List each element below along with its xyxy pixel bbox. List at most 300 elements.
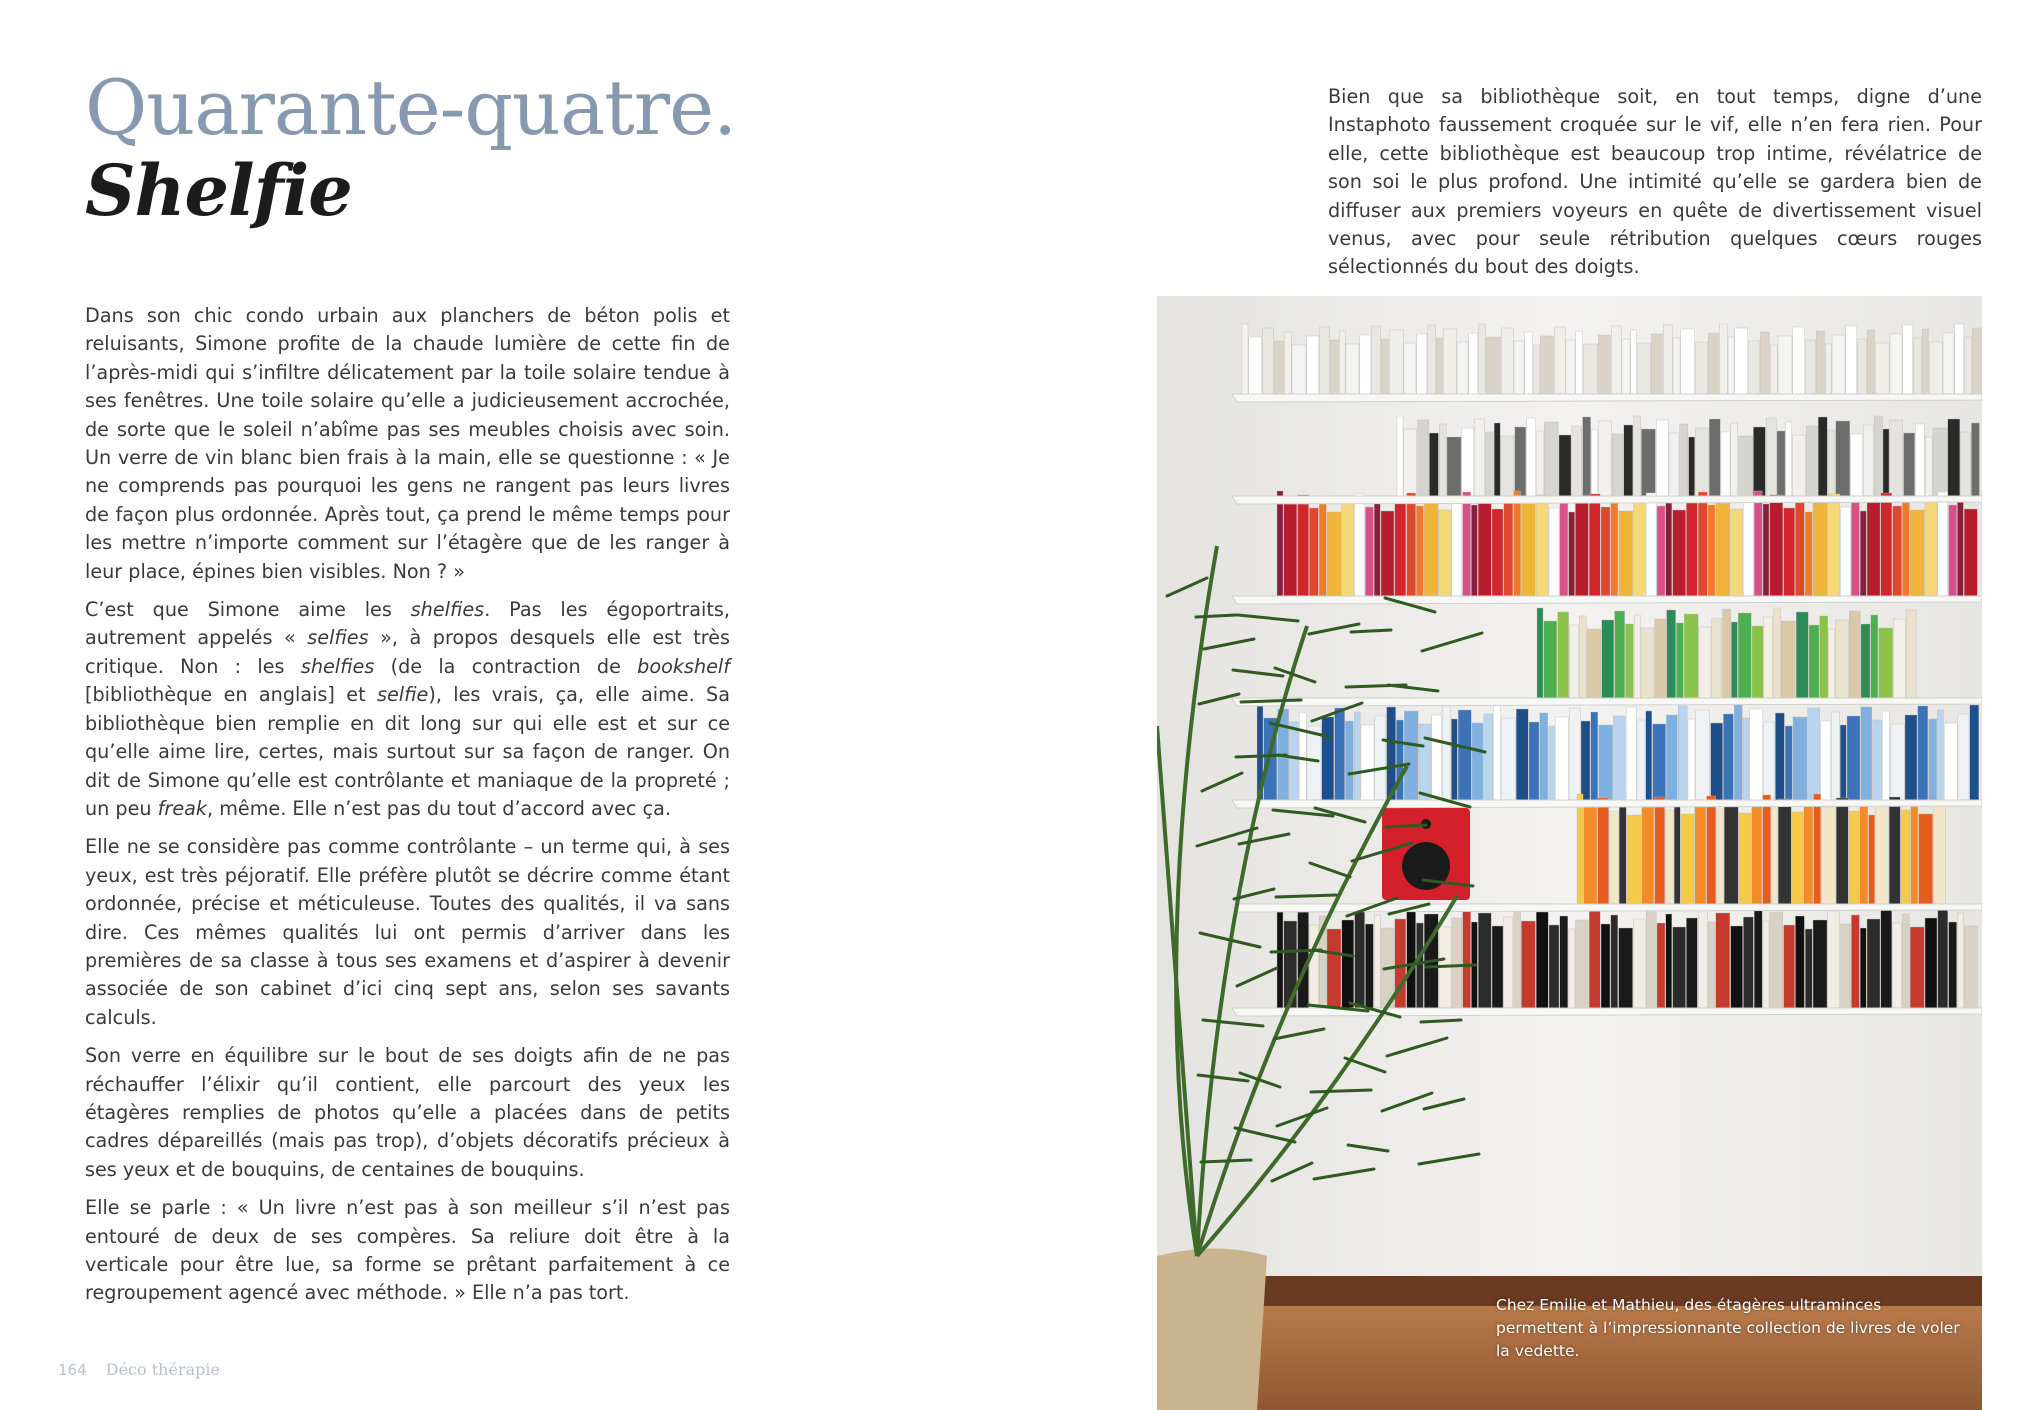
book-spine — [1591, 430, 1597, 496]
book-spine — [1673, 927, 1686, 1008]
book-spine — [1949, 505, 1957, 596]
book-spine — [1360, 335, 1371, 394]
book-spine — [1274, 341, 1283, 394]
book-spine — [1583, 417, 1591, 496]
book-spine — [1339, 331, 1345, 394]
book-spine — [1549, 726, 1555, 800]
body-paragraph — [85, 833, 730, 1032]
book-spine — [1404, 343, 1416, 394]
book-spine — [1869, 815, 1875, 904]
book-spine — [1633, 919, 1645, 1008]
book-spine — [1501, 718, 1515, 800]
book-spine — [1918, 706, 1928, 800]
book-spine — [1284, 332, 1291, 394]
book-spine — [1904, 433, 1915, 496]
book-spine — [1711, 723, 1723, 800]
book-spine — [1462, 428, 1474, 496]
book-spine — [1642, 806, 1654, 904]
book-spine — [1656, 420, 1668, 496]
book-spine — [1911, 801, 1918, 904]
book-spine — [1902, 914, 1909, 1008]
book-spine — [1867, 919, 1880, 1008]
book-spine — [1806, 426, 1817, 496]
book-spine — [1796, 612, 1808, 698]
book-spine — [1688, 719, 1695, 800]
book-spine — [1972, 328, 1982, 394]
book-spine — [1929, 719, 1937, 800]
book-spine — [1738, 613, 1751, 698]
book-spine — [1584, 344, 1598, 394]
book-spine — [1673, 338, 1680, 394]
book-spine — [1847, 716, 1860, 800]
book-spine — [1674, 801, 1680, 904]
book-spine — [1249, 337, 1262, 394]
book-spine — [1277, 908, 1283, 1008]
book-spine — [1881, 493, 1892, 596]
book-spine — [1925, 918, 1937, 1008]
chapter-number: Quarante-quatre. — [85, 63, 737, 152]
book-spine — [1867, 502, 1880, 596]
book-spine — [1948, 419, 1960, 496]
book-spine — [1919, 814, 1933, 904]
book-spine — [1719, 324, 1727, 394]
text-run: ), les vrais, ça, elle aime. Sa bibliothèque bien remplie en dit long sur qui elle est et sur ce qu’elle aime lire, certes, mais surtout sur sa façon de ranger. On dit de Simone qu’elle est contrôlante et maniaque de la propreté ; un peu — [85, 683, 730, 820]
book-spine — [1681, 814, 1694, 904]
book-spine — [1721, 432, 1730, 496]
book-spine — [1292, 345, 1306, 394]
book-spine — [1389, 330, 1403, 394]
book-spine — [1307, 726, 1321, 800]
text-run: (de la contraction de — [374, 654, 638, 678]
palm-leaflet — [1236, 755, 1286, 757]
italic-term: shelfies — [300, 654, 375, 678]
book-spine — [1938, 909, 1948, 1008]
book-spine — [1589, 494, 1600, 596]
book-spine — [1867, 330, 1874, 394]
palm-leaflet — [1276, 895, 1336, 897]
italic-term: selfie — [376, 683, 429, 707]
book-spine — [1970, 705, 1979, 800]
book-spine — [1404, 429, 1417, 496]
book-spine — [1861, 624, 1870, 698]
book-spine — [1342, 920, 1354, 1008]
book-spine — [1655, 619, 1666, 698]
book-spine — [1708, 333, 1718, 394]
text-run: C’est que Simone aime les — [85, 598, 411, 622]
book-spine — [1903, 325, 1913, 394]
book-spine — [1937, 710, 1943, 800]
book-spine — [1646, 910, 1656, 1008]
book-spine — [1785, 726, 1792, 800]
book-spine — [1933, 805, 1945, 904]
shelf — [1232, 394, 1982, 402]
photo-caption: Chez Emilie et Mathieu, des étagères ultraminces permettent à l’impressionnante collection de livres de voler la vedette. — [1496, 1296, 1960, 1360]
book-spine — [1424, 497, 1438, 596]
body-text — [85, 302, 730, 1318]
book-spine — [1598, 798, 1609, 904]
book-spine — [1625, 624, 1633, 698]
book-spine — [1458, 710, 1471, 800]
book-spine — [1781, 621, 1795, 698]
book-spine — [1770, 345, 1777, 394]
book-spine — [1753, 427, 1765, 496]
book-spine — [1612, 434, 1623, 496]
book-spine — [1809, 625, 1819, 698]
book-spine — [1492, 926, 1503, 1008]
book-spine — [1439, 510, 1451, 596]
book-spine — [1345, 721, 1353, 800]
book-spine — [1346, 344, 1359, 394]
book-spine — [1861, 707, 1872, 800]
book-spine — [1750, 709, 1763, 800]
book-spine — [1831, 712, 1839, 800]
book-spine — [1663, 325, 1672, 394]
book-spine — [1716, 913, 1730, 1008]
book-spine — [1577, 794, 1583, 904]
book-spine — [1549, 508, 1559, 596]
text-run: , même. Elle n’est pas du tout d’accord avec ça. — [207, 796, 671, 820]
book-spine — [1319, 499, 1326, 596]
book-spine — [1653, 724, 1666, 800]
book-spine — [1906, 610, 1916, 698]
book-spine — [1626, 707, 1636, 800]
book-spine — [1964, 509, 1977, 596]
book-spine — [1684, 614, 1698, 698]
book-spine — [1554, 327, 1565, 394]
book-spine — [1619, 802, 1626, 904]
book-spine — [1611, 326, 1621, 394]
book-spine — [1749, 341, 1760, 394]
book-spine — [1890, 334, 1902, 394]
book-spine — [1686, 918, 1697, 1008]
book-spine — [1818, 417, 1827, 496]
palm-leaflet — [1346, 685, 1406, 687]
book-spine — [1707, 796, 1716, 904]
book-spine — [1841, 924, 1851, 1008]
book-spine — [1452, 918, 1462, 1008]
book-spine — [1374, 915, 1380, 1008]
book-spine — [1627, 815, 1641, 904]
book-spine — [1589, 911, 1600, 1008]
text-run: Elle se parle : « Un livre n’est pas à son meilleur s’il n’est pas entouré de deux de ses compères. Sa reliure doit être à la verticale pour être lue, sa forme se prêtant parfaitement à ce regroupement agencé avec méthode. » Elle n’a pas tort. — [85, 1196, 730, 1305]
book-spine — [1774, 608, 1781, 698]
chapter-name: Shelfie — [85, 149, 352, 232]
book-spine — [1825, 344, 1831, 394]
book-spine — [1763, 504, 1769, 596]
book-spine — [1806, 340, 1816, 394]
book-spine — [1828, 911, 1840, 1008]
shelf — [1232, 800, 1982, 808]
plant-pot — [1157, 1249, 1267, 1410]
book-spine — [1622, 339, 1630, 394]
bookshelf-photo — [1157, 296, 1982, 1410]
book-spine — [1327, 512, 1341, 596]
book-spine — [1634, 416, 1641, 496]
shelf — [1232, 904, 1982, 912]
book-spine — [1665, 810, 1673, 904]
book-spine — [1778, 336, 1792, 394]
book-spine — [1786, 422, 1792, 496]
body-paragraph — [85, 596, 730, 823]
italic-term: shelfies — [410, 598, 485, 622]
book-spine — [1957, 496, 1963, 596]
book-spine — [1889, 797, 1900, 904]
book-spine — [1743, 500, 1753, 596]
book-spine — [1914, 338, 1922, 394]
book-spine — [1901, 810, 1910, 904]
book-spine — [1743, 917, 1753, 1008]
book-spine — [1804, 803, 1813, 904]
body-paragraph — [85, 302, 730, 586]
book-spine — [1965, 337, 1972, 394]
running-title: Déco thérapie — [105, 1360, 220, 1379]
text-run: Elle ne se considère pas comme contrôlante – un terme qui, à ses yeux, est très péjoratif. Elle préfère plutôt se décrire comme étant ordonnée, précise et méticuleuse. Toutes des qualités, il va sans dire. Ces mêmes qualités lui ont permis d’arriver dans les premières de sa classe à tous ses examens et d’aspirer à devenir associée de son cabinet d’ici cinq sept ans, selon ses savants calculs. — [85, 835, 730, 1029]
book-spine — [1330, 340, 1338, 394]
text-run: Son verre en équilibre sur le bout de ses doigts afin de ne pas réchauffer l’élixir qu’il contient, elle parcourt des yeux les étagères remplies de photos qu’elle a placées dans de petits cadres dépareillés (mais pas trop), d’objets décoratifs précieux à ses yeux et de bouquins, de centaines de bouquins. — [85, 1044, 730, 1181]
book-spine — [1680, 424, 1688, 496]
book-spine — [1566, 340, 1575, 394]
book-spine — [1938, 492, 1948, 596]
book-spine — [1472, 723, 1483, 800]
book-spine — [1846, 326, 1857, 394]
book-spine — [1536, 912, 1548, 1008]
book-spine — [1375, 716, 1386, 800]
book-spine — [1633, 502, 1645, 596]
book-spine — [1893, 619, 1905, 698]
book-spine — [1840, 725, 1846, 800]
book-spine — [1544, 422, 1558, 496]
book-spine — [1655, 797, 1665, 904]
book-spine — [1407, 910, 1416, 1008]
book-spine — [1949, 922, 1957, 1008]
book-spine — [1619, 511, 1633, 596]
book-spine — [1666, 914, 1672, 1008]
body-paragraph — [85, 1194, 730, 1308]
book-spine — [1396, 720, 1403, 800]
book-spine — [1731, 622, 1737, 698]
book-spine — [1631, 330, 1637, 394]
book-spine — [1298, 495, 1309, 596]
book-spine — [1558, 612, 1569, 698]
book-spine — [1925, 437, 1932, 496]
book-spine — [1469, 333, 1478, 394]
book-spine — [1419, 724, 1431, 800]
book-spine — [1860, 511, 1866, 596]
palm-leaflet — [1421, 1020, 1461, 1022]
book-spine — [1958, 714, 1969, 800]
book-spine — [1478, 496, 1491, 596]
book-spine — [1873, 720, 1882, 800]
book-spine — [1836, 421, 1850, 496]
book-spine — [1808, 708, 1820, 800]
book-spine — [1890, 724, 1904, 800]
book-spine — [1961, 432, 1971, 496]
book-spine — [1443, 329, 1456, 394]
book-spine — [1666, 497, 1672, 596]
book-spine — [1569, 512, 1575, 596]
italic-term: selfies — [307, 626, 369, 650]
book-spine — [1494, 423, 1500, 496]
palm-leaflet — [1201, 1160, 1251, 1162]
book-spine — [1728, 337, 1734, 394]
book-spine — [1432, 715, 1442, 800]
book-spine — [1698, 492, 1707, 596]
book-spine — [1611, 498, 1618, 596]
book-spine — [1686, 501, 1697, 596]
book-spine — [1964, 926, 1977, 1008]
book-spine — [1841, 507, 1851, 596]
book-spine — [1754, 908, 1762, 1008]
book-spine — [1689, 437, 1695, 496]
palm-leaflet — [1241, 700, 1301, 702]
book-spine — [1611, 915, 1618, 1008]
book-spine — [1624, 425, 1633, 496]
book-spine — [1549, 925, 1559, 1008]
book-spine — [1478, 913, 1491, 1008]
book-spine — [1922, 329, 1928, 394]
book-spine — [1560, 916, 1568, 1008]
book-spine — [1501, 328, 1513, 394]
book-spine — [1299, 713, 1306, 800]
book-spine — [1723, 714, 1733, 800]
book-spine — [1879, 628, 1893, 698]
book-spine — [1374, 498, 1380, 596]
book-spine — [1849, 611, 1860, 698]
book-spine — [1754, 491, 1762, 596]
book-spine — [1416, 506, 1423, 596]
book-spine — [1651, 334, 1662, 394]
shelf — [1232, 596, 1982, 604]
book-spine — [1828, 430, 1835, 496]
book-spine — [1428, 325, 1436, 394]
book-spine — [1893, 923, 1902, 1008]
book-spine — [1752, 626, 1763, 698]
book-spine — [1463, 909, 1471, 1008]
book-spine — [1860, 802, 1868, 904]
book-spine — [1641, 628, 1654, 698]
book-spine — [1463, 492, 1471, 596]
book-spine — [1814, 794, 1821, 904]
shelf — [1232, 496, 1982, 504]
book-spine — [1724, 800, 1738, 904]
folio — [58, 1360, 220, 1379]
text-run: », à propos desquels elle est très critique. Non : les — [85, 626, 731, 678]
book-spine — [1471, 505, 1477, 596]
book-spine — [1407, 493, 1416, 596]
book-spine — [1955, 324, 1964, 394]
book-spine — [1536, 495, 1548, 596]
book-spine — [1805, 512, 1812, 596]
book-spine — [1634, 615, 1640, 698]
book-spine — [1881, 910, 1892, 1008]
book-spine — [1681, 329, 1695, 394]
book-spine — [1778, 799, 1791, 904]
book-spine — [1739, 813, 1751, 904]
book-spine — [1863, 425, 1873, 496]
book-spine — [1555, 717, 1568, 800]
book-spine — [1902, 497, 1909, 596]
book-spine — [1793, 435, 1806, 496]
book-spine — [1452, 501, 1462, 596]
book-spine — [1775, 713, 1784, 800]
book-spine — [1602, 620, 1614, 698]
book-spine — [1342, 503, 1354, 596]
book-spine — [1619, 928, 1633, 1008]
book-spine — [1569, 625, 1578, 698]
palm-leaflet — [1386, 825, 1426, 827]
book-spine — [1874, 416, 1882, 496]
book-spine — [1971, 423, 1979, 496]
book-spine — [1492, 509, 1503, 596]
book-spine — [1638, 343, 1651, 394]
book-spine — [1657, 506, 1665, 596]
book-spine — [1771, 808, 1777, 904]
book-spine — [1795, 916, 1804, 1008]
book-spine — [1944, 723, 1957, 800]
book-spine — [1416, 923, 1423, 1008]
bookshelf-illustration — [1157, 296, 1982, 1410]
book-spine — [1875, 343, 1889, 394]
book-spine — [1484, 714, 1493, 800]
book-spine — [1601, 924, 1610, 1008]
book-spine — [1699, 627, 1711, 698]
book-spine — [1760, 332, 1769, 394]
book-spine — [1716, 809, 1723, 904]
book-spine — [1743, 718, 1749, 800]
book-spine — [1560, 499, 1568, 596]
book-spine — [1284, 504, 1297, 596]
book-spine — [1475, 419, 1485, 496]
book-spine — [1309, 508, 1318, 596]
book-spine — [1835, 620, 1848, 698]
book-spine — [1457, 342, 1468, 394]
italic-term: bookshelf — [637, 654, 730, 678]
book-spine — [1536, 431, 1543, 496]
book-spine — [1514, 908, 1521, 1008]
book-spine — [1709, 419, 1720, 496]
book-spine — [1752, 804, 1762, 904]
book-spine — [1698, 909, 1707, 1008]
book-spine — [1529, 722, 1539, 800]
book-spine — [1569, 708, 1580, 800]
book-spine — [1695, 428, 1708, 496]
book-spine — [1584, 807, 1597, 904]
book-spine — [1485, 432, 1493, 496]
book-spine — [1893, 506, 1902, 596]
book-spine — [1646, 711, 1652, 800]
book-spine — [1327, 929, 1341, 1008]
book-spine — [1910, 510, 1924, 596]
book-spine — [1816, 331, 1824, 394]
book-spine — [1851, 915, 1859, 1008]
book-spine — [1609, 811, 1618, 904]
body-paragraph — [85, 1042, 730, 1184]
book-spine — [1731, 926, 1743, 1008]
palm-leaflet — [1311, 1090, 1371, 1092]
palm-leaflet — [1196, 615, 1236, 617]
book-spine — [1875, 806, 1888, 904]
book-spine — [1646, 493, 1656, 596]
book-spine — [1925, 501, 1937, 596]
book-spine — [1355, 494, 1365, 596]
book-spine — [1381, 339, 1388, 394]
book-spine — [1514, 491, 1521, 596]
book-spine — [1429, 433, 1438, 496]
book-spine — [1739, 436, 1753, 496]
book-spine — [1277, 491, 1283, 596]
book-spine — [1559, 435, 1571, 496]
palm-leaflet — [1351, 630, 1391, 632]
